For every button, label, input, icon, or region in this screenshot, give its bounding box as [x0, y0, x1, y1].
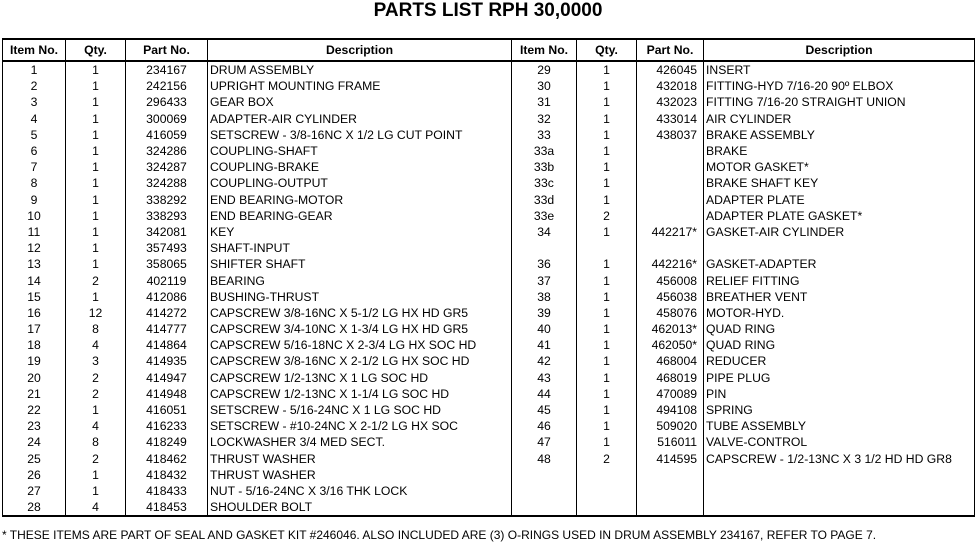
item-no-cell: 33a [512, 143, 577, 159]
item-no-cell: 33e [512, 208, 577, 224]
table-row [3, 467, 975, 483]
qty-cell: 1 [66, 94, 126, 110]
part-no-cell: 234167 [126, 61, 208, 78]
table-row [3, 337, 975, 353]
qty-cell: 1 [66, 192, 126, 208]
part-no-cell: 418453 [126, 499, 208, 516]
table-row [3, 256, 975, 272]
qty-cell: 8 [66, 321, 126, 337]
part-no-cell: 438037 [637, 127, 704, 143]
part-no-cell: 426045 [637, 61, 704, 78]
item-no-cell: 32 [512, 111, 577, 127]
part-no-cell: 338293 [126, 208, 208, 224]
qty-cell: 2 [66, 451, 126, 467]
qty-cell: 1 [577, 289, 637, 305]
qty-cell: 1 [577, 224, 637, 240]
item-no-cell: 18 [3, 337, 66, 353]
description-cell [704, 499, 975, 516]
description-cell: COUPLING-SHAFT [208, 143, 512, 159]
qty-cell: 1 [577, 94, 637, 110]
qty-cell: 4 [66, 499, 126, 516]
part-no-cell: 470089 [637, 386, 704, 402]
table-row [3, 402, 975, 418]
item-no-cell: 41 [512, 337, 577, 353]
qty-cell: 1 [66, 208, 126, 224]
item-no-cell: 30 [512, 78, 577, 94]
part-no-cell: 418432 [126, 467, 208, 483]
item-no-cell [512, 483, 577, 499]
item-no-cell: 33 [512, 127, 577, 143]
description-cell: LOCKWASHER 3/4 MED SECT. [208, 434, 512, 450]
item-no-cell: 39 [512, 305, 577, 321]
table-row [3, 208, 975, 224]
description-cell: TUBE ASSEMBLY [704, 418, 975, 434]
description-cell: COUPLING-OUTPUT [208, 175, 512, 191]
description-cell: UPRIGHT MOUNTING FRAME [208, 78, 512, 94]
qty-cell: 1 [577, 321, 637, 337]
table-row [3, 289, 975, 305]
qty-cell: 1 [577, 402, 637, 418]
part-no-cell: 414947 [126, 370, 208, 386]
qty-cell [577, 240, 637, 256]
part-no-cell [637, 159, 704, 175]
qty-cell: 3 [66, 353, 126, 369]
description-cell: SHAFT-INPUT [208, 240, 512, 256]
part-no-cell: 462050* [637, 337, 704, 353]
part-no-cell: 242156 [126, 78, 208, 94]
description-cell: BUSHING-THRUST [208, 289, 512, 305]
item-no-cell: 14 [3, 272, 66, 288]
parts-table [2, 38, 975, 517]
description-cell [704, 467, 975, 483]
qty-cell: 1 [577, 434, 637, 450]
part-no-cell: 468019 [637, 370, 704, 386]
description-cell: RELIEF FITTING [704, 272, 975, 288]
item-no-cell: 22 [3, 402, 66, 418]
part-no-cell [637, 208, 704, 224]
item-no-cell: 48 [512, 451, 577, 467]
description-cell: SPRING [704, 402, 975, 418]
item-no-cell: 46 [512, 418, 577, 434]
part-no-cell: 442216* [637, 256, 704, 272]
part-no-cell: 357493 [126, 240, 208, 256]
header-description: Description [208, 39, 512, 61]
item-no-cell: 16 [3, 305, 66, 321]
part-no-cell: 432018 [637, 78, 704, 94]
part-no-cell [637, 143, 704, 159]
item-no-cell: 1 [3, 61, 66, 78]
table-row [3, 386, 975, 402]
qty-cell: 1 [577, 111, 637, 127]
table-row [3, 353, 975, 369]
item-no-cell: 26 [3, 467, 66, 483]
item-no-cell: 33b [512, 159, 577, 175]
part-no-cell: 324286 [126, 143, 208, 159]
description-cell: KEY [208, 224, 512, 240]
part-no-cell: 338292 [126, 192, 208, 208]
description-cell [704, 483, 975, 499]
item-no-cell: 20 [3, 370, 66, 386]
item-no-cell: 27 [3, 483, 66, 499]
item-no-cell: 8 [3, 175, 66, 191]
qty-cell: 1 [577, 272, 637, 288]
description-cell [704, 240, 975, 256]
part-no-cell: 358065 [126, 256, 208, 272]
table-row [3, 321, 975, 337]
part-no-cell: 414595 [637, 451, 704, 467]
description-cell: SHOULDER BOLT [208, 499, 512, 516]
part-no-cell: 516011 [637, 434, 704, 450]
part-no-cell: 416059 [126, 127, 208, 143]
description-cell: CAPSCREW 3/4-10NC X 1-3/4 LG HX HD GR5 [208, 321, 512, 337]
description-cell: GASKET-AIR CYLINDER [704, 224, 975, 240]
qty-cell: 1 [577, 143, 637, 159]
description-cell: BREATHER VENT [704, 289, 975, 305]
header-qty-2: Qty. [577, 39, 637, 61]
part-no-cell: 416233 [126, 418, 208, 434]
description-cell: PIN [704, 386, 975, 402]
qty-cell: 2 [66, 272, 126, 288]
part-no-cell: 442217* [637, 224, 704, 240]
description-cell: REDUCER [704, 353, 975, 369]
description-cell: QUAD RING [704, 321, 975, 337]
part-no-cell: 418462 [126, 451, 208, 467]
item-no-cell: 45 [512, 402, 577, 418]
item-no-cell: 38 [512, 289, 577, 305]
item-no-cell: 5 [3, 127, 66, 143]
header-qty: Qty. [66, 39, 126, 61]
part-no-cell: 462013* [637, 321, 704, 337]
header-description-2: Description [704, 39, 975, 61]
part-no-cell: 324288 [126, 175, 208, 191]
qty-cell: 1 [66, 127, 126, 143]
qty-cell: 1 [66, 111, 126, 127]
table-row [3, 434, 975, 450]
qty-cell: 1 [577, 418, 637, 434]
item-no-cell: 25 [3, 451, 66, 467]
header-part-no-2: Part No. [637, 39, 704, 61]
qty-cell: 1 [577, 337, 637, 353]
description-cell: GEAR BOX [208, 94, 512, 110]
part-no-cell: 432023 [637, 94, 704, 110]
item-no-cell: 3 [3, 94, 66, 110]
table-row [3, 111, 975, 127]
qty-cell: 8 [66, 434, 126, 450]
item-no-cell [512, 499, 577, 516]
table-row [3, 94, 975, 110]
part-no-cell: 324287 [126, 159, 208, 175]
part-no-cell: 456008 [637, 272, 704, 288]
item-no-cell: 24 [3, 434, 66, 450]
part-no-cell: 414864 [126, 337, 208, 353]
part-no-cell [637, 499, 704, 516]
header-part-no: Part No. [126, 39, 208, 61]
part-no-cell: 414948 [126, 386, 208, 402]
item-no-cell: 6 [3, 143, 66, 159]
part-no-cell: 509020 [637, 418, 704, 434]
item-no-cell: 13 [3, 256, 66, 272]
table-row [3, 240, 975, 256]
description-cell: THRUST WASHER [208, 451, 512, 467]
description-cell: PIPE PLUG [704, 370, 975, 386]
qty-cell: 4 [66, 418, 126, 434]
description-cell: MOTOR-HYD. [704, 305, 975, 321]
qty-cell: 1 [577, 127, 637, 143]
description-cell: CAPSCREW 5/16-18NC X 2-3/4 LG HX SOC HD [208, 337, 512, 353]
table-row [3, 224, 975, 240]
qty-cell: 1 [66, 402, 126, 418]
table-row [3, 192, 975, 208]
qty-cell: 2 [66, 386, 126, 402]
description-cell: SETSCREW - #10-24NC X 2-1/2 LG HX SOC [208, 418, 512, 434]
table-row [3, 143, 975, 159]
table-row [3, 175, 975, 191]
table-row [3, 451, 975, 467]
part-no-cell: 300069 [126, 111, 208, 127]
qty-cell: 1 [577, 386, 637, 402]
description-cell: BRAKE [704, 143, 975, 159]
item-no-cell: 10 [3, 208, 66, 224]
description-cell: COUPLING-BRAKE [208, 159, 512, 175]
description-cell: SHIFTER SHAFT [208, 256, 512, 272]
description-cell: CAPSCREW 3/8-16NC X 5-1/2 LG HX HD GR5 [208, 305, 512, 321]
qty-cell: 1 [66, 289, 126, 305]
item-no-cell: 23 [3, 418, 66, 434]
part-no-cell: 412086 [126, 289, 208, 305]
description-cell: ADAPTER PLATE [704, 192, 975, 208]
item-no-cell: 19 [3, 353, 66, 369]
description-cell: DRUM ASSEMBLY [208, 61, 512, 78]
part-no-cell [637, 483, 704, 499]
qty-cell: 1 [66, 240, 126, 256]
part-no-cell: 342081 [126, 224, 208, 240]
description-cell: BEARING [208, 272, 512, 288]
qty-cell: 1 [66, 175, 126, 191]
description-cell: MOTOR GASKET* [704, 159, 975, 175]
item-no-cell: 33d [512, 192, 577, 208]
part-no-cell: 468004 [637, 353, 704, 369]
item-no-cell [512, 467, 577, 483]
qty-cell: 1 [577, 175, 637, 191]
qty-cell: 12 [66, 305, 126, 321]
description-cell: FITTING-HYD 7/16-20 90º ELBOX [704, 78, 975, 94]
item-no-cell: 12 [3, 240, 66, 256]
qty-cell: 1 [66, 467, 126, 483]
part-no-cell [637, 467, 704, 483]
part-no-cell: 296433 [126, 94, 208, 110]
item-no-cell [512, 240, 577, 256]
qty-cell: 1 [66, 61, 126, 78]
page-title: PARTS LIST RPH 30,0000 [373, 0, 603, 21]
item-no-cell: 11 [3, 224, 66, 240]
qty-cell: 2 [577, 451, 637, 467]
item-no-cell: 4 [3, 111, 66, 127]
part-no-cell: 494108 [637, 402, 704, 418]
description-cell: NUT - 5/16-24NC X 3/16 THK LOCK [208, 483, 512, 499]
qty-cell: 1 [577, 353, 637, 369]
table-row [3, 370, 975, 386]
table-row [3, 61, 975, 78]
part-no-cell [637, 175, 704, 191]
table-row [3, 483, 975, 499]
item-no-cell: 34 [512, 224, 577, 240]
item-no-cell: 40 [512, 321, 577, 337]
part-no-cell [637, 192, 704, 208]
item-no-cell: 31 [512, 94, 577, 110]
description-cell: FITTING 7/16-20 STRAIGHT UNION [704, 94, 975, 110]
table-row [3, 272, 975, 288]
table-header-row [3, 39, 975, 61]
qty-cell: 2 [577, 208, 637, 224]
description-cell: CAPSCREW 3/8-16NC X 2-1/2 LG HX SOC HD [208, 353, 512, 369]
qty-cell: 1 [577, 305, 637, 321]
qty-cell: 1 [577, 370, 637, 386]
description-cell: END BEARING-MOTOR [208, 192, 512, 208]
part-no-cell: 418249 [126, 434, 208, 450]
footnote: * THESE ITEMS ARE PART OF SEAL AND GASKET KIT #246046. ALSO INCLUDED ARE (3) O-RINGS USED IN DRUM ASSEMBLY 234167, REFER TO PAGE 7. [2, 528, 877, 542]
item-no-cell: 44 [512, 386, 577, 402]
table-row [3, 78, 975, 94]
qty-cell [577, 483, 637, 499]
description-cell: CAPSCREW - 1/2-13NC X 3 1/2 HD HD GR8 [704, 451, 975, 467]
table-row [3, 127, 975, 143]
item-no-cell: 43 [512, 370, 577, 386]
item-no-cell: 36 [512, 256, 577, 272]
description-cell: QUAD RING [704, 337, 975, 353]
item-no-cell: 28 [3, 499, 66, 516]
qty-cell [577, 499, 637, 516]
description-cell: INSERT [704, 61, 975, 78]
part-no-cell: 414272 [126, 305, 208, 321]
part-no-cell: 458076 [637, 305, 704, 321]
description-cell: GASKET-ADAPTER [704, 256, 975, 272]
qty-cell: 2 [66, 370, 126, 386]
qty-cell: 1 [577, 61, 637, 78]
qty-cell: 1 [66, 256, 126, 272]
part-no-cell: 456038 [637, 289, 704, 305]
description-cell: BRAKE ASSEMBLY [704, 127, 975, 143]
header-item-no-2: Item No. [512, 39, 577, 61]
qty-cell: 1 [577, 159, 637, 175]
item-no-cell: 17 [3, 321, 66, 337]
qty-cell: 1 [66, 159, 126, 175]
description-cell: ADAPTER PLATE GASKET* [704, 208, 975, 224]
part-no-cell: 418433 [126, 483, 208, 499]
item-no-cell: 37 [512, 272, 577, 288]
item-no-cell: 29 [512, 61, 577, 78]
table-row [3, 305, 975, 321]
description-cell: SETSCREW - 3/8-16NC X 1/2 LG CUT POINT [208, 127, 512, 143]
part-no-cell: 416051 [126, 402, 208, 418]
qty-cell: 1 [66, 78, 126, 94]
item-no-cell: 47 [512, 434, 577, 450]
qty-cell: 1 [577, 256, 637, 272]
qty-cell: 4 [66, 337, 126, 353]
item-no-cell: 33c [512, 175, 577, 191]
part-no-cell: 433014 [637, 111, 704, 127]
part-no-cell: 414935 [126, 353, 208, 369]
description-cell: AIR CYLINDER [704, 111, 975, 127]
item-no-cell: 15 [3, 289, 66, 305]
qty-cell: 1 [66, 224, 126, 240]
qty-cell [577, 467, 637, 483]
description-cell: SETSCREW - 5/16-24NC X 1 LG SOC HD [208, 402, 512, 418]
item-no-cell: 21 [3, 386, 66, 402]
qty-cell: 1 [66, 483, 126, 499]
description-cell: END BEARING-GEAR [208, 208, 512, 224]
item-no-cell: 42 [512, 353, 577, 369]
description-cell: CAPSCREW 1/2-13NC X 1 LG SOC HD [208, 370, 512, 386]
part-no-cell: 402119 [126, 272, 208, 288]
header-item-no: Item No. [3, 39, 66, 61]
part-no-cell: 414777 [126, 321, 208, 337]
description-cell: VALVE-CONTROL [704, 434, 975, 450]
table-row [3, 499, 975, 516]
item-no-cell: 2 [3, 78, 66, 94]
item-no-cell: 7 [3, 159, 66, 175]
part-no-cell [637, 240, 704, 256]
qty-cell: 1 [577, 192, 637, 208]
table-row [3, 159, 975, 175]
table-row [3, 418, 975, 434]
description-cell: THRUST WASHER [208, 467, 512, 483]
description-cell: CAPSCREW 1/2-13NC X 1-1/4 LG SOC HD [208, 386, 512, 402]
qty-cell: 1 [66, 143, 126, 159]
item-no-cell: 9 [3, 192, 66, 208]
description-cell: BRAKE SHAFT KEY [704, 175, 975, 191]
description-cell: ADAPTER-AIR CYLINDER [208, 111, 512, 127]
parts-table-body [3, 61, 975, 516]
qty-cell: 1 [577, 78, 637, 94]
